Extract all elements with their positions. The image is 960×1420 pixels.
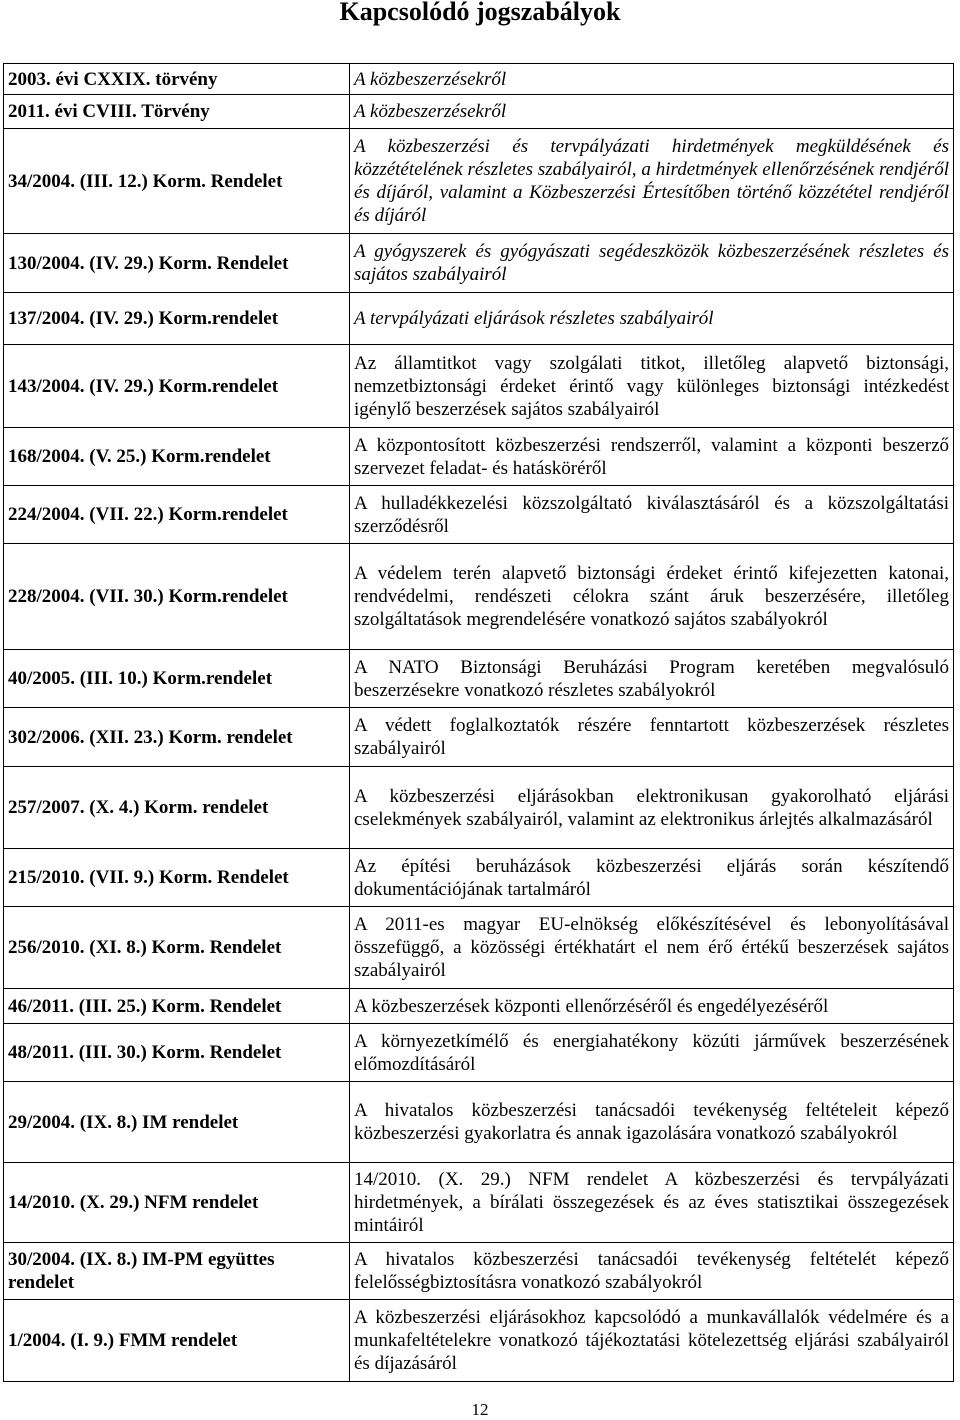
law-reference: 34/2004. (III. 12.) Korm. Rendelet (4, 129, 350, 234)
page-title: Kapcsolódó jogszabályok (339, 0, 621, 26)
table-row (4, 544, 954, 650)
law-reference: 30/2004. (IX. 8.) IM-PM együttes rendelet (4, 1243, 350, 1300)
table-row (4, 293, 954, 345)
page-number: 12 (471, 1400, 489, 1419)
table-row (4, 708, 954, 767)
table-row (4, 650, 954, 708)
table-row (4, 849, 954, 907)
law-description: A közbeszerzési eljárásokban elektronikusan gyakorolható eljárási cselekmények szabályairól, valamint az elektronikus árlejtés alkalmazásáról (350, 767, 954, 849)
law-reference: 14/2010. (X. 29.) NFM rendelet (4, 1163, 350, 1243)
law-description: A védelem terén alapvető biztonsági érdeket érintő kifejezetten katonai, rendvédelmi, rendészeti célokra szánt áruk beszerzésére, illetőleg szolgáltatások megrendelésére vonatkozó sajátos szabályokról (350, 544, 954, 650)
law-reference: 1/2004. (I. 9.) FMM rendelet (4, 1300, 350, 1382)
law-description: A hulladékkezelési közszolgáltató kiválasztásáról és a közszolgáltatási szerződésről (350, 486, 954, 544)
law-description: Az államtitkot vagy szolgálati titkot, illetőleg alapvető biztonsági, nemzetbiztonsági érdeket érintő vagy különleges biztonsági intézkedést igénylő beszerzések sajátos szabályairól (350, 345, 954, 428)
law-description: A közbeszerzésekről (350, 64, 954, 95)
laws-table (3, 63, 954, 1382)
law-reference: 2011. évi CVIII. Törvény (4, 95, 350, 129)
law-reference: 143/2004. (IV. 29.) Korm.rendelet (4, 345, 350, 428)
table-row (4, 1163, 954, 1243)
law-reference: 302/2006. (XII. 23.) Korm. rendelet (4, 708, 350, 767)
law-description: A 2011-es magyar EU-elnökség előkészítésével és lebonyolításával összefüggő, a közösségi értékhatárt el nem érő értékű beszerzések sajátos szabályairól (350, 907, 954, 989)
law-reference: 29/2004. (IX. 8.) IM rendelet (4, 1082, 350, 1163)
table-row (4, 1082, 954, 1163)
table-row (4, 1024, 954, 1082)
law-reference: 228/2004. (VII. 30.) Korm.rendelet (4, 544, 350, 650)
table-row (4, 428, 954, 486)
table-row (4, 234, 954, 293)
law-reference: 224/2004. (VII. 22.) Korm.rendelet (4, 486, 350, 544)
law-description: A hivatalos közbeszerzési tanácsadói tevékenység feltételét képező felelősségbiztosításra vonatkozó szabályokról (350, 1243, 954, 1300)
law-description: Az építési beruházások közbeszerzési eljárás során készítendő dokumentációjának tartalmáról (350, 849, 954, 907)
table-row (4, 95, 954, 129)
table-row (4, 345, 954, 428)
law-description: A védett foglalkoztatók részére fenntartott közbeszerzések részletes szabályairól (350, 708, 954, 767)
law-description: A közbeszerzési és tervpályázati hirdetmények megküldésének és közzétételének részletes szabályairól, a hirdetmények ellenőrzésének rendjéről és díjáról, valamint a Közbeszerzési Értesítőben történő közzététel rendjéről és díjáról (350, 129, 954, 234)
law-reference: 46/2011. (III. 25.) Korm. Rendelet (4, 989, 350, 1024)
law-reference: 137/2004. (IV. 29.) Korm.rendelet (4, 293, 350, 345)
table-row (4, 486, 954, 544)
law-reference: 257/2007. (X. 4.) Korm. rendelet (4, 767, 350, 849)
law-description: A környezetkímélő és energiahatékony közúti járművek beszerzésének előmozdításáról (350, 1024, 954, 1082)
law-reference: 40/2005. (III. 10.) Korm.rendelet (4, 650, 350, 708)
table-row (4, 907, 954, 989)
law-description: A hivatalos közbeszerzési tanácsadói tevékenység feltételeit képező közbeszerzési gyakorlatra és annak igazolására vonatkozó szabályokról (350, 1082, 954, 1163)
law-reference: 215/2010. (VII. 9.) Korm. Rendelet (4, 849, 350, 907)
law-reference: 130/2004. (IV. 29.) Korm. Rendelet (4, 234, 350, 293)
law-reference: 2003. évi CXXIX. törvény (4, 64, 350, 95)
table-row (4, 1300, 954, 1382)
law-description: A gyógyszerek és gyógyászati segédeszközök közbeszerzésének részletes és sajátos szabályairól (350, 234, 954, 293)
law-description: A tervpályázati eljárások részletes szabályairól (350, 293, 954, 345)
law-reference: 256/2010. (XI. 8.) Korm. Rendelet (4, 907, 350, 989)
table-row (4, 129, 954, 234)
law-description: A közbeszerzési eljárásokhoz kapcsolódó a munkavállalók védelmére és a munkafeltételekre vonatkozó tájékoztatási kötelezettség eljárási szabályairól és díjazásáról (350, 1300, 954, 1382)
law-reference: 48/2011. (III. 30.) Korm. Rendelet (4, 1024, 350, 1082)
law-description: 14/2010. (X. 29.) NFM rendelet A közbeszerzési és tervpályázati hirdetmények, a bírálati összegezések és az éves statisztikai összegezések mintáiról (350, 1163, 954, 1243)
table-row (4, 989, 954, 1024)
table-row (4, 767, 954, 849)
table-row (4, 1243, 954, 1300)
law-description: A központosított közbeszerzési rendszerről, valamint a központi beszerző szervezet feladat- és hatásköréről (350, 428, 954, 486)
law-description: A közbeszerzésekről (350, 95, 954, 129)
law-description: A közbeszerzések központi ellenőrzéséről és engedélyezéséről (350, 989, 954, 1024)
law-description: A NATO Biztonsági Beruházási Program keretében megvalósuló beszerzésekre vonatkozó részletes szabályokról (350, 650, 954, 708)
table-row (4, 64, 954, 95)
law-reference: 168/2004. (V. 25.) Korm.rendelet (4, 428, 350, 486)
